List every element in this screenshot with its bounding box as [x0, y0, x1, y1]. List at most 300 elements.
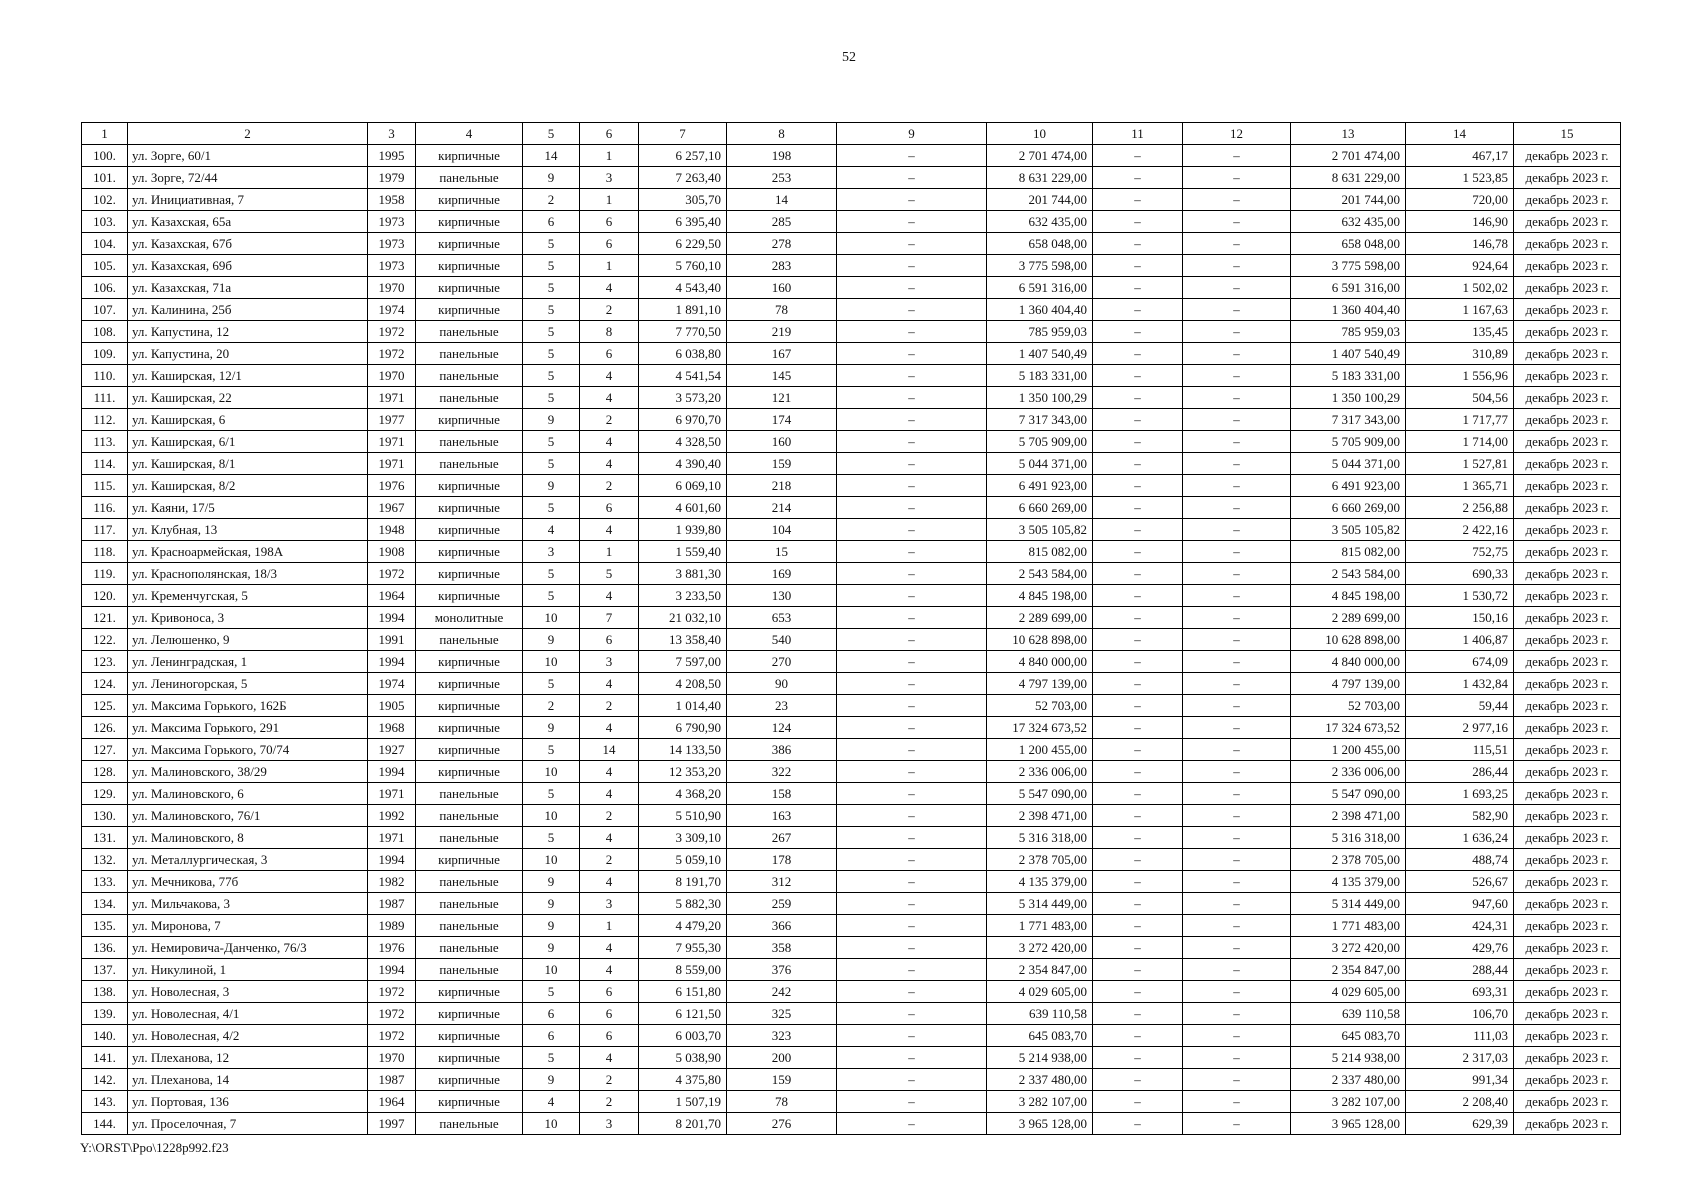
table-cell-col-12: – — [1183, 1025, 1291, 1047]
table-cell-col-14: 1 502,02 — [1406, 277, 1514, 299]
table-cell-col-12: – — [1183, 673, 1291, 695]
table-cell-col-11: – — [1093, 1003, 1183, 1025]
table-cell-col-12: – — [1183, 1047, 1291, 1069]
table-cell-col-11: – — [1093, 959, 1183, 981]
table-cell-col-5: 5 — [523, 673, 580, 695]
table-row — [82, 761, 1621, 783]
table-cell-col-9: – — [837, 981, 987, 1003]
table-cell-col-5: 6 — [523, 1025, 580, 1047]
table-cell-col-8: 540 — [727, 629, 837, 651]
table-cell-col-13: 5 705 909,00 — [1291, 431, 1406, 453]
table-cell-col-15: декабрь 2023 г. — [1514, 1069, 1621, 1091]
table-cell-col-2: ул. Калинина, 25б — [128, 299, 368, 321]
table-cell-col-10: 1 200 455,00 — [987, 739, 1093, 761]
table-cell-col-12: – — [1183, 541, 1291, 563]
table-cell-col-4: кирпичные — [416, 761, 523, 783]
table-cell-col-7: 4 208,50 — [639, 673, 727, 695]
table-cell-col-12: – — [1183, 805, 1291, 827]
table-cell-col-3: 1948 — [368, 519, 416, 541]
table-cell-col-6: 1 — [580, 255, 639, 277]
table-cell-col-14: 488,74 — [1406, 849, 1514, 871]
table-cell-col-4: кирпичные — [416, 651, 523, 673]
table-cell-col-8: 259 — [727, 893, 837, 915]
table-cell-col-10: 2 336 006,00 — [987, 761, 1093, 783]
table-cell-col-10: 1 407 540,49 — [987, 343, 1093, 365]
table-cell-col-4: панельные — [416, 783, 523, 805]
table-cell-col-14: 1 714,00 — [1406, 431, 1514, 453]
table-cell-col-12: – — [1183, 607, 1291, 629]
table-cell-col-9: – — [837, 541, 987, 563]
table-cell-col-12: – — [1183, 871, 1291, 893]
table-cell-col-1: 114. — [82, 453, 128, 475]
table-cell-col-13: 1 350 100,29 — [1291, 387, 1406, 409]
table-cell-col-2: ул. Новолесная, 3 — [128, 981, 368, 1003]
table-cell-col-5: 9 — [523, 475, 580, 497]
table-cell-col-4: кирпичные — [416, 739, 523, 761]
table-cell-col-4: панельные — [416, 959, 523, 981]
table-cell-col-4: кирпичные — [416, 585, 523, 607]
table-cell-col-1: 121. — [82, 607, 128, 629]
table-cell-col-1: 131. — [82, 827, 128, 849]
table-cell-col-15: декабрь 2023 г. — [1514, 365, 1621, 387]
table-cell-col-14: 2 208,40 — [1406, 1091, 1514, 1113]
table-cell-col-9: – — [837, 497, 987, 519]
table-row — [82, 607, 1621, 629]
table-cell-col-14: 1 365,71 — [1406, 475, 1514, 497]
table-cell-col-3: 1971 — [368, 387, 416, 409]
table-cell-col-9: – — [837, 783, 987, 805]
table-cell-col-15: декабрь 2023 г. — [1514, 739, 1621, 761]
table-cell-col-6: 2 — [580, 805, 639, 827]
table-cell-col-10: 7 317 343,00 — [987, 409, 1093, 431]
table-row — [82, 1003, 1621, 1025]
table-cell-col-6: 4 — [580, 431, 639, 453]
table-cell-col-14: 2 977,16 — [1406, 717, 1514, 739]
table-cell-col-15: декабрь 2023 г. — [1514, 409, 1621, 431]
table-cell-col-14: 2 256,88 — [1406, 497, 1514, 519]
table-cell-col-10: 3 272 420,00 — [987, 937, 1093, 959]
table-cell-col-15: декабрь 2023 г. — [1514, 277, 1621, 299]
table-cell-col-10: 785 959,03 — [987, 321, 1093, 343]
table-cell-col-14: 424,31 — [1406, 915, 1514, 937]
table-cell-col-14: 286,44 — [1406, 761, 1514, 783]
table-cell-col-7: 6 038,80 — [639, 343, 727, 365]
table-cell-col-2: ул. Каширская, 6/1 — [128, 431, 368, 453]
table-cell-col-2: ул. Плеханова, 14 — [128, 1069, 368, 1091]
table-cell-col-14: 288,44 — [1406, 959, 1514, 981]
table-cell-col-2: ул. Мильчакова, 3 — [128, 893, 368, 915]
table-cell-col-14: 504,56 — [1406, 387, 1514, 409]
table-cell-col-15: декабрь 2023 г. — [1514, 475, 1621, 497]
table-cell-col-13: 2 337 480,00 — [1291, 1069, 1406, 1091]
table-cell-col-14: 146,90 — [1406, 211, 1514, 233]
table-cell-col-12: – — [1183, 431, 1291, 453]
table-cell-col-5: 4 — [523, 519, 580, 541]
column-header-13: 13 — [1291, 123, 1406, 145]
table-cell-col-11: – — [1093, 233, 1183, 255]
table-cell-col-8: 145 — [727, 365, 837, 387]
table-cell-col-9: – — [837, 321, 987, 343]
table-cell-col-4: панельные — [416, 827, 523, 849]
table-cell-col-3: 1977 — [368, 409, 416, 431]
table-cell-col-14: 106,70 — [1406, 1003, 1514, 1025]
table-cell-col-5: 5 — [523, 233, 580, 255]
column-header-9: 9 — [837, 123, 987, 145]
table-cell-col-4: кирпичные — [416, 277, 523, 299]
table-cell-col-6: 6 — [580, 211, 639, 233]
table-cell-col-2: ул. Максима Горького, 162Б — [128, 695, 368, 717]
table-cell-col-15: декабрь 2023 г. — [1514, 1113, 1621, 1135]
table-cell-col-12: – — [1183, 189, 1291, 211]
table-cell-col-15: декабрь 2023 г. — [1514, 431, 1621, 453]
table-cell-col-1: 105. — [82, 255, 128, 277]
table-cell-col-11: – — [1093, 717, 1183, 739]
table-cell-col-3: 1995 — [368, 145, 416, 167]
table-cell-col-5: 9 — [523, 717, 580, 739]
table-cell-col-11: – — [1093, 739, 1183, 761]
table-cell-col-5: 10 — [523, 1113, 580, 1135]
table-cell-col-11: – — [1093, 321, 1183, 343]
table-cell-col-10: 3 965 128,00 — [987, 1113, 1093, 1135]
table-cell-col-11: – — [1093, 277, 1183, 299]
table-cell-col-11: – — [1093, 431, 1183, 453]
table-cell-col-11: – — [1093, 915, 1183, 937]
table-cell-col-6: 3 — [580, 893, 639, 915]
table-cell-col-3: 1972 — [368, 563, 416, 585]
table-cell-col-5: 6 — [523, 1003, 580, 1025]
table-cell-col-7: 6 121,50 — [639, 1003, 727, 1025]
table-cell-col-9: – — [837, 431, 987, 453]
table-cell-col-15: декабрь 2023 г. — [1514, 849, 1621, 871]
table-cell-col-13: 4 029 605,00 — [1291, 981, 1406, 1003]
table-cell-col-10: 2 701 474,00 — [987, 145, 1093, 167]
table-cell-col-3: 1972 — [368, 343, 416, 365]
table-cell-col-1: 120. — [82, 585, 128, 607]
table-cell-col-7: 5 760,10 — [639, 255, 727, 277]
table-cell-col-9: – — [837, 739, 987, 761]
column-header-5: 5 — [523, 123, 580, 145]
table-cell-col-2: ул. Новолесная, 4/2 — [128, 1025, 368, 1047]
table-cell-col-1: 132. — [82, 849, 128, 871]
table-cell-col-3: 1970 — [368, 365, 416, 387]
table-cell-col-4: кирпичные — [416, 563, 523, 585]
table-cell-col-7: 4 543,40 — [639, 277, 727, 299]
table-cell-col-10: 815 082,00 — [987, 541, 1093, 563]
table-cell-col-11: – — [1093, 387, 1183, 409]
table-cell-col-9: – — [837, 365, 987, 387]
table-cell-col-10: 2 289 699,00 — [987, 607, 1093, 629]
table-cell-col-3: 1994 — [368, 761, 416, 783]
table-cell-col-14: 59,44 — [1406, 695, 1514, 717]
table-cell-col-5: 5 — [523, 453, 580, 475]
table-cell-col-2: ул. Мечникова, 77б — [128, 871, 368, 893]
table-cell-col-15: декабрь 2023 г. — [1514, 1003, 1621, 1025]
column-header-11: 11 — [1093, 123, 1183, 145]
table-cell-col-6: 4 — [580, 585, 639, 607]
table-cell-col-8: 160 — [727, 277, 837, 299]
table-row — [82, 1069, 1621, 1091]
table-cell-col-9: – — [837, 673, 987, 695]
table-cell-col-12: – — [1183, 519, 1291, 541]
table-cell-col-7: 4 601,60 — [639, 497, 727, 519]
table-cell-col-6: 4 — [580, 453, 639, 475]
table-cell-col-13: 7 317 343,00 — [1291, 409, 1406, 431]
table-cell-col-10: 52 703,00 — [987, 695, 1093, 717]
table-cell-col-10: 5 183 331,00 — [987, 365, 1093, 387]
table-row — [82, 893, 1621, 915]
table-cell-col-3: 1971 — [368, 453, 416, 475]
table-cell-col-2: ул. Новолесная, 4/1 — [128, 1003, 368, 1025]
table-cell-col-15: декабрь 2023 г. — [1514, 783, 1621, 805]
table-cell-col-3: 1973 — [368, 255, 416, 277]
table-cell-col-9: – — [837, 277, 987, 299]
table-row — [82, 651, 1621, 673]
table-cell-col-14: 115,51 — [1406, 739, 1514, 761]
table-cell-col-10: 201 744,00 — [987, 189, 1093, 211]
table-cell-col-1: 136. — [82, 937, 128, 959]
table-cell-col-2: ул. Каширская, 12/1 — [128, 365, 368, 387]
table-cell-col-5: 9 — [523, 937, 580, 959]
table-row — [82, 695, 1621, 717]
table-cell-col-4: панельные — [416, 453, 523, 475]
table-cell-col-2: ул. Капустина, 12 — [128, 321, 368, 343]
table-cell-col-15: декабрь 2023 г. — [1514, 387, 1621, 409]
table-cell-col-13: 3 282 107,00 — [1291, 1091, 1406, 1113]
table-cell-col-13: 8 631 229,00 — [1291, 167, 1406, 189]
table-cell-col-14: 720,00 — [1406, 189, 1514, 211]
table-cell-col-12: – — [1183, 695, 1291, 717]
table-cell-col-2: ул. Клубная, 13 — [128, 519, 368, 541]
table-cell-col-7: 13 358,40 — [639, 629, 727, 651]
table-cell-col-12: – — [1183, 255, 1291, 277]
housing-register-table — [81, 122, 1621, 1135]
table-cell-col-3: 1971 — [368, 827, 416, 849]
table-row — [82, 277, 1621, 299]
table-cell-col-14: 674,09 — [1406, 651, 1514, 673]
table-cell-col-11: – — [1093, 299, 1183, 321]
table-cell-col-9: – — [837, 299, 987, 321]
table-cell-col-3: 1971 — [368, 783, 416, 805]
table-cell-col-3: 1982 — [368, 871, 416, 893]
table-cell-col-8: 163 — [727, 805, 837, 827]
column-header-4: 4 — [416, 123, 523, 145]
table-cell-col-7: 5 059,10 — [639, 849, 727, 871]
table-cell-col-11: – — [1093, 563, 1183, 585]
table-cell-col-2: ул. Казахская, 71а — [128, 277, 368, 299]
table-cell-col-11: – — [1093, 607, 1183, 629]
table-cell-col-3: 1970 — [368, 1047, 416, 1069]
table-cell-col-13: 6 491 923,00 — [1291, 475, 1406, 497]
table-cell-col-7: 14 133,50 — [639, 739, 727, 761]
table-cell-col-6: 7 — [580, 607, 639, 629]
column-header-10: 10 — [987, 123, 1093, 145]
table-cell-col-5: 6 — [523, 211, 580, 233]
table-cell-col-5: 5 — [523, 365, 580, 387]
table-cell-col-15: декабрь 2023 г. — [1514, 255, 1621, 277]
table-cell-col-12: – — [1183, 739, 1291, 761]
table-cell-col-6: 4 — [580, 783, 639, 805]
table-cell-col-8: 167 — [727, 343, 837, 365]
table-cell-col-12: – — [1183, 387, 1291, 409]
table-cell-col-15: декабрь 2023 г. — [1514, 321, 1621, 343]
table-cell-col-4: панельные — [416, 893, 523, 915]
table-cell-col-9: – — [837, 607, 987, 629]
table-cell-col-6: 2 — [580, 475, 639, 497]
table-cell-col-9: – — [837, 453, 987, 475]
table-cell-col-9: – — [837, 343, 987, 365]
table-cell-col-8: 253 — [727, 167, 837, 189]
table-cell-col-7: 6 003,70 — [639, 1025, 727, 1047]
table-cell-col-5: 10 — [523, 849, 580, 871]
table-cell-col-15: декабрь 2023 г. — [1514, 233, 1621, 255]
table-cell-col-1: 139. — [82, 1003, 128, 1025]
table-cell-col-3: 1987 — [368, 893, 416, 915]
table-cell-col-15: декабрь 2023 г. — [1514, 893, 1621, 915]
table-cell-col-15: декабрь 2023 г. — [1514, 937, 1621, 959]
table-cell-col-5: 5 — [523, 321, 580, 343]
table-cell-col-1: 117. — [82, 519, 128, 541]
table-cell-col-6: 2 — [580, 1091, 639, 1113]
table-cell-col-5: 5 — [523, 1047, 580, 1069]
table-cell-col-3: 1979 — [368, 167, 416, 189]
table-cell-col-13: 2 289 699,00 — [1291, 607, 1406, 629]
table-cell-col-5: 9 — [523, 893, 580, 915]
table-cell-col-3: 1976 — [368, 937, 416, 959]
table-cell-col-8: 178 — [727, 849, 837, 871]
table-cell-col-3: 1905 — [368, 695, 416, 717]
table-cell-col-1: 107. — [82, 299, 128, 321]
table-cell-col-11: – — [1093, 255, 1183, 277]
table-cell-col-8: 23 — [727, 695, 837, 717]
table-cell-col-6: 1 — [580, 915, 639, 937]
table-cell-col-5: 5 — [523, 563, 580, 585]
table-cell-col-14: 1 523,85 — [1406, 167, 1514, 189]
table-cell-col-13: 3 505 105,82 — [1291, 519, 1406, 541]
table-cell-col-3: 1994 — [368, 607, 416, 629]
table-cell-col-15: декабрь 2023 г. — [1514, 629, 1621, 651]
table-cell-col-7: 7 597,00 — [639, 651, 727, 673]
table-cell-col-7: 4 328,50 — [639, 431, 727, 453]
table-cell-col-8: 90 — [727, 673, 837, 695]
table-cell-col-12: – — [1183, 299, 1291, 321]
table-cell-col-1: 137. — [82, 959, 128, 981]
table-cell-col-7: 1 014,40 — [639, 695, 727, 717]
table-cell-col-3: 1973 — [368, 211, 416, 233]
table-cell-col-6: 14 — [580, 739, 639, 761]
column-header-6: 6 — [580, 123, 639, 145]
table-cell-col-13: 785 959,03 — [1291, 321, 1406, 343]
table-cell-col-1: 111. — [82, 387, 128, 409]
table-cell-col-8: 219 — [727, 321, 837, 343]
table-cell-col-4: панельные — [416, 321, 523, 343]
table-cell-col-11: – — [1093, 981, 1183, 1003]
table-cell-col-12: – — [1183, 1091, 1291, 1113]
table-cell-col-1: 134. — [82, 893, 128, 915]
table-cell-col-7: 5 510,90 — [639, 805, 727, 827]
table-cell-col-3: 1964 — [368, 1091, 416, 1113]
table-cell-col-1: 143. — [82, 1091, 128, 1113]
table-cell-col-8: 15 — [727, 541, 837, 563]
table-cell-col-12: – — [1183, 893, 1291, 915]
table-cell-col-10: 658 048,00 — [987, 233, 1093, 255]
table-cell-col-14: 582,90 — [1406, 805, 1514, 827]
table-cell-col-7: 3 573,20 — [639, 387, 727, 409]
table-cell-col-8: 121 — [727, 387, 837, 409]
table-cell-col-1: 104. — [82, 233, 128, 255]
footer-file-path: Y:\ORST\Ppo\1228p992.f23 — [80, 1140, 229, 1155]
table-cell-col-12: – — [1183, 585, 1291, 607]
table-cell-col-12: – — [1183, 849, 1291, 871]
table-cell-col-4: кирпичные — [416, 145, 523, 167]
table-cell-col-3: 1976 — [368, 475, 416, 497]
table-cell-col-11: – — [1093, 673, 1183, 695]
table-cell-col-8: 159 — [727, 1069, 837, 1091]
table-cell-col-1: 126. — [82, 717, 128, 739]
table-cell-col-13: 52 703,00 — [1291, 695, 1406, 717]
table-cell-col-13: 1 200 455,00 — [1291, 739, 1406, 761]
table-cell-col-7: 1 559,40 — [639, 541, 727, 563]
table-cell-col-15: декабрь 2023 г. — [1514, 959, 1621, 981]
table-cell-col-5: 10 — [523, 607, 580, 629]
table-cell-col-13: 4 797 139,00 — [1291, 673, 1406, 695]
table-cell-col-12: – — [1183, 1069, 1291, 1091]
table-cell-col-3: 1970 — [368, 277, 416, 299]
table-cell-col-11: – — [1093, 1025, 1183, 1047]
table-cell-col-15: декабрь 2023 г. — [1514, 673, 1621, 695]
table-cell-col-3: 1989 — [368, 915, 416, 937]
table-cell-col-4: панельные — [416, 343, 523, 365]
table-cell-col-2: ул. Металлургическая, 3 — [128, 849, 368, 871]
table-cell-col-5: 9 — [523, 409, 580, 431]
table-cell-col-11: – — [1093, 849, 1183, 871]
table-cell-col-13: 3 272 420,00 — [1291, 937, 1406, 959]
table-cell-col-7: 8 559,00 — [639, 959, 727, 981]
table-cell-col-3: 1974 — [368, 673, 416, 695]
table-cell-col-8: 653 — [727, 607, 837, 629]
table-cell-col-1: 103. — [82, 211, 128, 233]
table-cell-col-12: – — [1183, 651, 1291, 673]
table-cell-col-14: 467,17 — [1406, 145, 1514, 167]
table-cell-col-6: 6 — [580, 233, 639, 255]
table-cell-col-15: декабрь 2023 г. — [1514, 299, 1621, 321]
table-cell-col-15: декабрь 2023 г. — [1514, 607, 1621, 629]
table-cell-col-2: ул. Краснополянская, 18/3 — [128, 563, 368, 585]
table-cell-col-9: – — [837, 805, 987, 827]
table-cell-col-15: декабрь 2023 г. — [1514, 915, 1621, 937]
table-cell-col-7: 7 263,40 — [639, 167, 727, 189]
table-cell-col-8: 130 — [727, 585, 837, 607]
table-cell-col-14: 135,45 — [1406, 321, 1514, 343]
table-cell-col-7: 5 882,30 — [639, 893, 727, 915]
table-row — [82, 717, 1621, 739]
table-cell-col-7: 6 970,70 — [639, 409, 727, 431]
table-cell-col-9: – — [837, 651, 987, 673]
table-cell-col-5: 9 — [523, 871, 580, 893]
table-cell-col-13: 10 628 898,00 — [1291, 629, 1406, 651]
table-cell-col-10: 1 771 483,00 — [987, 915, 1093, 937]
table-cell-col-6: 4 — [580, 277, 639, 299]
table-cell-col-3: 1958 — [368, 189, 416, 211]
table-cell-col-3: 1972 — [368, 321, 416, 343]
table-cell-col-10: 10 628 898,00 — [987, 629, 1093, 651]
table-cell-col-15: декабрь 2023 г. — [1514, 871, 1621, 893]
table-cell-col-7: 6 790,90 — [639, 717, 727, 739]
table-cell-col-2: ул. Казахская, 67б — [128, 233, 368, 255]
table-cell-col-11: – — [1093, 189, 1183, 211]
table-row — [82, 541, 1621, 563]
table-cell-col-1: 124. — [82, 673, 128, 695]
table-cell-col-14: 752,75 — [1406, 541, 1514, 563]
